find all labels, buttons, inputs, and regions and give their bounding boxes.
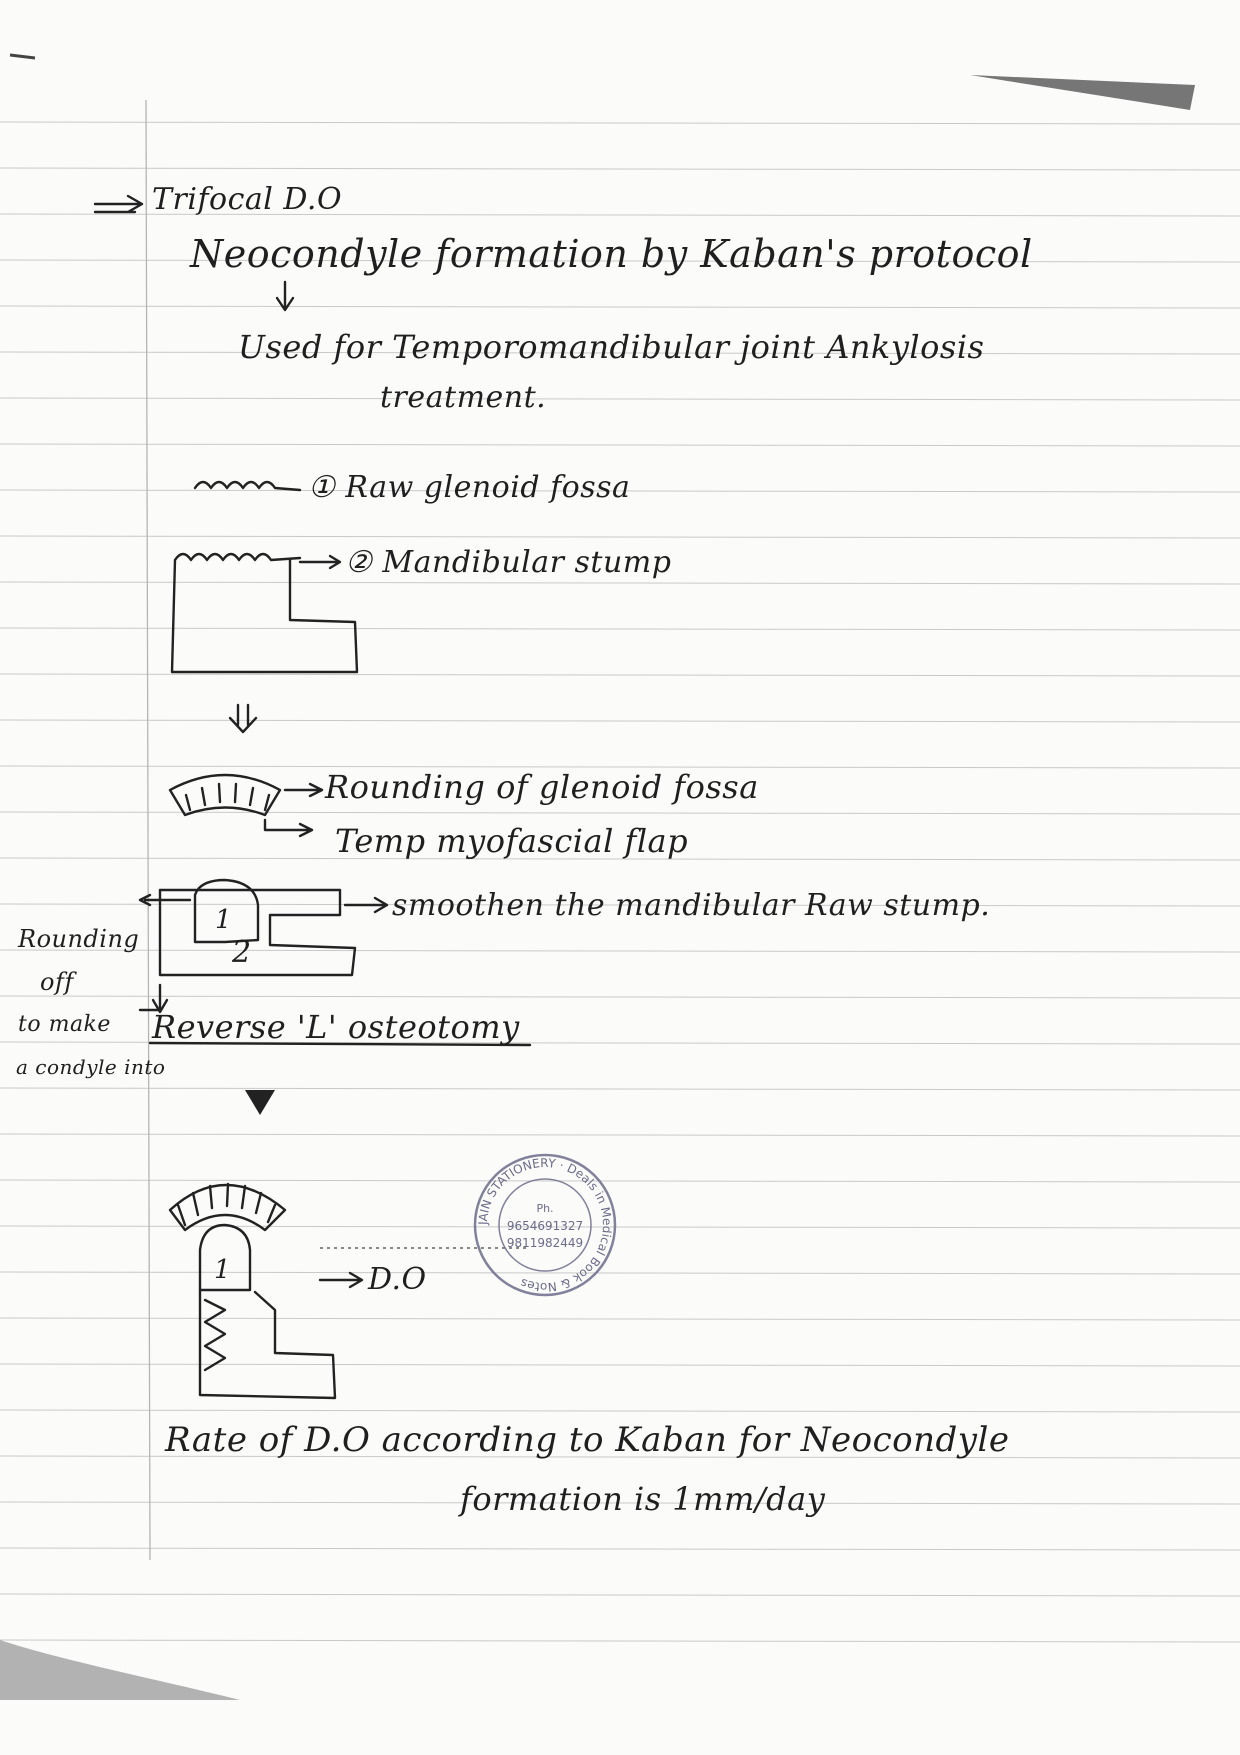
title-neocondyle: Neocondyle formation by Kaban's protocol bbox=[190, 232, 1033, 276]
stamp-phone-2: 9811982449 bbox=[506, 1236, 584, 1250]
stamp-phone-1: 9654691327 bbox=[506, 1219, 584, 1233]
step1-raw-glenoid-fossa: ① Raw glenoid fossa bbox=[308, 470, 631, 505]
margin-note-line2: off bbox=[40, 968, 74, 996]
rounding-glenoid-label: Rounding of glenoid fossa bbox=[325, 768, 759, 806]
used-for-line2: treatment. bbox=[380, 380, 547, 415]
segment-1-label: 1 bbox=[215, 905, 233, 935]
shop-stamp bbox=[470, 1150, 620, 1300]
segment-1b-label: 1 bbox=[214, 1255, 232, 1285]
segment-2-label: 2 bbox=[232, 935, 252, 970]
stamp-ring-text: JAIN STATIONERY · Deals in Medical Book & Notes bbox=[475, 1155, 615, 1295]
margin-note-line1: Rounding bbox=[18, 925, 140, 953]
heading-trifocal-do: Trifocal D.O bbox=[152, 182, 343, 217]
rate-line1: Rate of D.O according to Kaban for Neocondyle bbox=[165, 1420, 1010, 1460]
reverse-l-osteotomy-label: Reverse 'L' osteotomy bbox=[152, 1008, 520, 1046]
margin-note-line4: a condyle into bbox=[16, 1055, 166, 1079]
step2-mandibular-stump: ② Mandibular stump bbox=[345, 545, 672, 580]
do-label: D.O bbox=[368, 1262, 427, 1297]
temp-myofascial-flap-label: Temp myofascial flap bbox=[335, 822, 689, 860]
margin-note-line3: to make bbox=[18, 1012, 111, 1037]
rate-line2: formation is 1mm/day bbox=[460, 1480, 826, 1518]
used-for-line1: Used for Temporomandibular joint Ankylosis bbox=[238, 328, 985, 366]
smoothen-stump-label: smoothen the mandibular Raw stump. bbox=[392, 888, 991, 923]
stamp-phone-label: Ph. bbox=[536, 1202, 554, 1215]
